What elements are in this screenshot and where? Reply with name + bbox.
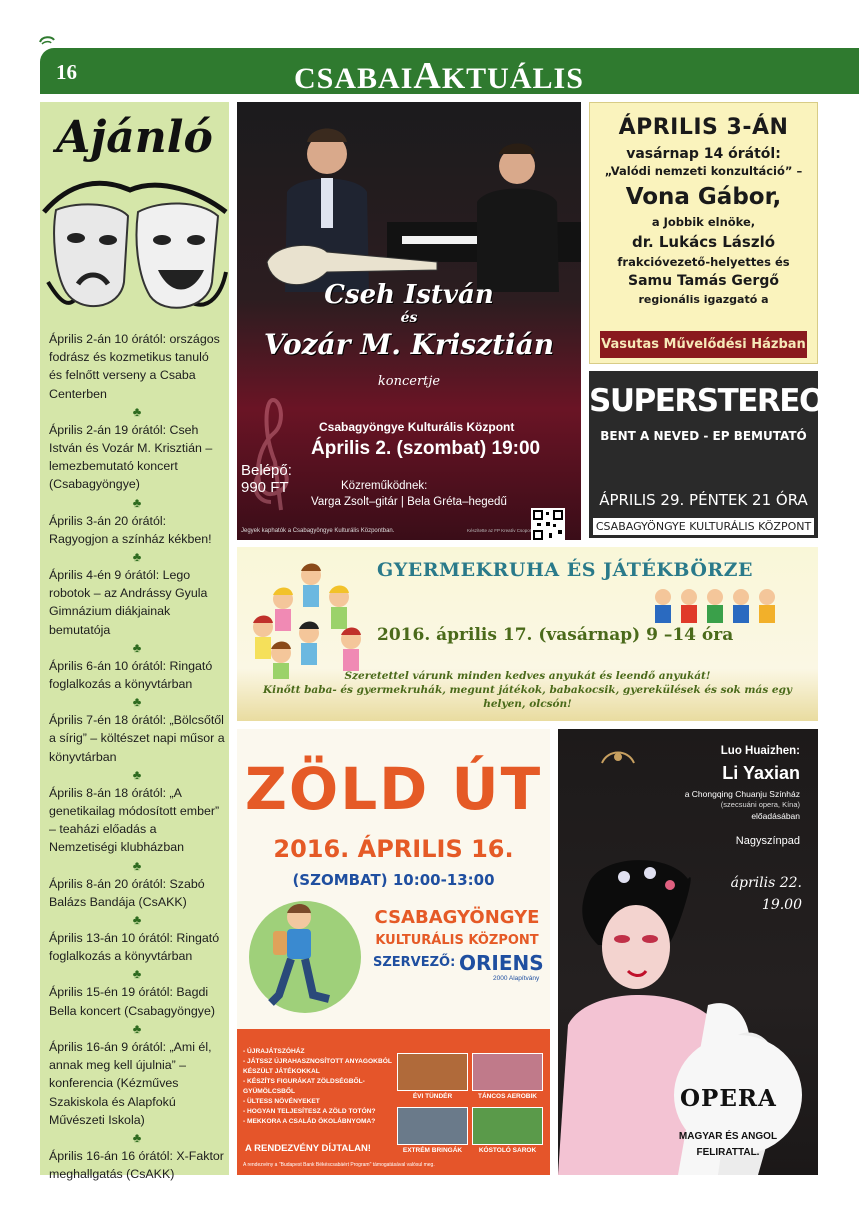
toy-fair-message (237, 669, 818, 711)
event-item (49, 657, 225, 711)
club-icon: ♣ (132, 494, 142, 510)
program-item: - JÁTSSZ ÚJRAHASZNOSÍTOTT ANYAGOKBÓL KÉSZÜLT JÁTÉKOKKAL (243, 1058, 392, 1075)
photo-caption: KÓSTOLÓ SAROK (478, 1147, 537, 1154)
jobbik-date: ÁPRILIS 3-ÁN (618, 115, 789, 140)
concert-poster (237, 102, 581, 540)
zold-ut-time: (SZOMBAT) 10:00-13:00 (292, 871, 495, 889)
zold-ut-date: 2016. ÁPRILIS 16. (273, 835, 514, 863)
opera-time: 19.00 (761, 897, 802, 913)
event-item (49, 566, 225, 657)
band-name: SUPERSTEREO (589, 383, 824, 419)
children-illustration-icon (247, 561, 377, 681)
opera-name: Li Yaxian (722, 763, 800, 783)
photo-thumb (397, 1053, 468, 1091)
sidebar-title: Ajánló (56, 112, 213, 163)
event-item (49, 711, 225, 784)
program-list (243, 1047, 403, 1127)
club-icon: ♣ (132, 694, 142, 710)
ticket-info: Jegyek kaphatók a Csabagyöngye Kulturális Központban. (241, 528, 395, 534)
page-number: 16 (56, 60, 77, 84)
free-entry: A RENDEZVÉNY DÍJTALAN! (245, 1143, 371, 1154)
opera-subtitle-2: FELIRATTAL. (696, 1147, 760, 1158)
jobbik-event-box (589, 102, 818, 364)
event-text: Április 4-én 9 órától: Lego robotok – az Andrássy Gyula Gimnázium diákjainak bemutatója (49, 568, 208, 637)
opera-author: Luo Huaizhen: (720, 745, 800, 757)
organizer-sub: KULTURÁLIS KÖZPONT (375, 933, 539, 948)
superstereo-venue: CSABAGYÖNGYE KULTURÁLIS KÖZPONT (593, 518, 814, 535)
jobbik-topic: „Valódi nemzeti konzultáció” – (604, 164, 803, 178)
jobbik-role-2: frakcióvezető-helyettes és (617, 255, 790, 269)
event-text: Április 8-án 18 órától: „A genetikailag módosított ember” – teaházi előadás a Nemzetiségi klubházban (49, 785, 220, 855)
and-word: és (400, 310, 418, 326)
program-item: - MEKKORA A CSALÁD ÖKOLÁBNYOMA? (243, 1118, 376, 1125)
organizer-name: CSABAGYÖNGYE (374, 907, 540, 928)
hiking-boy-illustration (243, 895, 373, 1025)
event-text: Április 16-án 16 órától: X-Faktor meghallgatás (CsAKK) (49, 1148, 224, 1182)
magazine-title (294, 54, 584, 98)
event-text: Április 8-án 20 órától: Szabó Balázs Bandája (CsAKK) (49, 876, 205, 909)
pianist-guitarist-photo (237, 102, 581, 292)
concert-date: Április 2. (szombat) 19:00 (311, 438, 541, 459)
opera-stage: Nagyszínpad (735, 835, 800, 847)
toy-fair-msg-line: Kinőtt baba- és gyermekruhák, megunt játékok, babakocsik, gyerekülések és sok más egy (262, 684, 793, 696)
club-icon: ♣ (132, 1129, 142, 1145)
program-item: - KÉSZÍTS FIGURÁKAT ZÖLDSÉGBŐL-GYÜMÖLCSBŐL (243, 1078, 365, 1095)
sponsor-note: A rendezvény a "Budapest Bank Békéscsabáért Program" támogatásával valósul meg. (243, 1162, 435, 1168)
oriens-logo: ORIENS (459, 951, 544, 975)
opera-logo-mark (598, 743, 638, 773)
page-header (40, 48, 859, 97)
opera-date: április 22. (730, 875, 802, 891)
jobbik-venue: Vasutas Művelődési Házban (600, 331, 807, 358)
club-icon: ♣ (132, 549, 142, 565)
program-item: - ÚJRAJÁTSZÓHÁZ (243, 1048, 305, 1055)
jobbik-role-1: a Jobbik elnöke, (651, 215, 756, 229)
jobbik-role-3: regionális igazgató a (638, 293, 769, 306)
organizer-label: SZERVEZŐ: (373, 955, 456, 970)
guest-performers: Varga Zsolt–gitár | Bela Gréta–hegedű (311, 496, 507, 508)
title-part1: CSABAI (294, 62, 414, 95)
event-text: Április 7-én 18 órától: „Bölcsőtől a sírig” – költészet napi műsor a könyvtárban (49, 713, 225, 764)
toy-fair-msg-line: helyen, olcsón! (483, 698, 572, 710)
event-item (49, 512, 225, 566)
opera-genre: (szecsuáni opera, Kína) (720, 800, 800, 809)
event-text: Április 3-án 20 órától: Ragyogjon a színház kékben! (49, 513, 212, 546)
superstereo-poster (589, 371, 824, 538)
design-credit: Készítette az FP Kreatív Csoport (467, 528, 533, 533)
club-icon: ♣ (132, 857, 142, 873)
event-text: Április 13-án 10 órától: Ringató foglalkozás a könyvtárban (49, 931, 220, 964)
event-item (49, 330, 225, 421)
theatre-masks-icon (40, 172, 229, 322)
event-text: Április 15-én 19 órától: Bagdi Bella koncert (Csabagyöngye) (49, 985, 215, 1018)
opera-performance: előadásában (751, 811, 800, 821)
opera-title: OPERA (680, 1085, 777, 1112)
event-item (49, 875, 225, 929)
concert-word: koncertje (377, 374, 441, 389)
qr-code-icon (531, 508, 565, 540)
photo-thumb (397, 1107, 468, 1145)
photo-caption: ÉVI TÜNDÉR (412, 1093, 453, 1100)
program-item: - ÜLTESS NÖVÉNYEKET (243, 1098, 320, 1105)
entry-price: 990 FT (241, 479, 289, 496)
superstereo-date: ÁPRILIS 29. PÉNTEK 21 ÓRA (599, 491, 808, 509)
event-item (49, 983, 225, 1037)
opera-company: a Chongqing Chuanju Színház (684, 789, 800, 799)
program-item: - HOGYAN TELJESÍTESZ A ZÖLD TOTÓN? (243, 1108, 376, 1115)
ajanlo-sidebar (40, 102, 229, 1182)
toy-fair-title: GYERMEKRUHA ÉS JÁTÉKBÖRZE (377, 559, 754, 581)
magazine-logo-icon (38, 34, 56, 48)
event-item (49, 784, 225, 875)
toy-fair-banner (237, 547, 818, 721)
photo-caption: TÁNCOS AEROBIK (478, 1093, 537, 1100)
photo-thumb (472, 1107, 543, 1145)
oriens-foundation: 2000 Alapítvány (493, 975, 540, 982)
event-text: Április 2-án 19 órától: Cseh István és Vozár M. Krisztián – lemezbemutató koncert (Csabagyöngye) (49, 422, 213, 492)
event-item (49, 421, 225, 512)
zold-ut-poster (237, 729, 550, 1175)
event-item (49, 1038, 225, 1147)
entry-fee (241, 462, 292, 496)
photo-caption: EXTRÉM BRINGÁK (402, 1147, 463, 1154)
dolls-row-icon (647, 587, 787, 627)
photo-thumb (472, 1053, 543, 1091)
opera-subtitle-1: MAGYAR ÉS ANGOL (678, 1131, 778, 1142)
opera-performer-illustration (558, 855, 818, 1175)
club-icon: ♣ (132, 403, 142, 419)
toy-fair-date: 2016. április 17. (vasárnap) 9 –14 óra (377, 625, 734, 645)
entry-label: Belépő: (241, 462, 292, 479)
concert-venue: Csabagyöngye Kulturális Központ (319, 420, 515, 434)
title-initial: A (413, 55, 442, 97)
jobbik-speaker-2: dr. Lukács László (631, 233, 776, 251)
event-item (49, 929, 225, 983)
event-list (49, 330, 225, 1183)
event-text: Április 6-án 10 órától: Ringató foglalkozás a könyvtárban (49, 658, 213, 692)
cooperation-label: Közreműködnek: (341, 480, 428, 492)
club-icon: ♣ (132, 912, 142, 928)
club-icon: ♣ (132, 1020, 142, 1036)
club-icon: ♣ (132, 639, 142, 655)
ep-subtitle: BENT A NEVED - EP BEMUTATÓ (600, 429, 807, 443)
jobbik-speaker-1: Vona Gábor, (625, 184, 782, 210)
toy-fair-msg-line: Szeretettel várunk minden kedves anyukát és leendő anyukát! (344, 670, 711, 682)
zold-ut-title: ZÖLD ÚT (244, 755, 543, 823)
performer-name-2: Vozár M. Krisztián (263, 328, 555, 361)
event-text: Április 2-án 10 órától: országos fodrász és kozmetikus tanuló és felnőtt verseny a Csaba Centerben (49, 332, 220, 401)
jobbik-time: vasárnap 14 órától: (626, 146, 781, 162)
title-part2: KTUÁLIS (441, 62, 584, 95)
opera-poster (558, 729, 818, 1175)
jobbik-speaker-3: Samu Tamás Gergő (628, 273, 779, 289)
event-item (49, 1147, 225, 1183)
performer-name-1: Cseh István (324, 280, 494, 310)
club-icon: ♣ (132, 766, 142, 782)
event-text: Április 16-án 9 órától: „Ami él, annak meg kell újulnia” – konferencia (Kézműves Szakiskola és Alapfokú Művészeti Iskola) (49, 1039, 212, 1127)
club-icon: ♣ (132, 966, 142, 982)
